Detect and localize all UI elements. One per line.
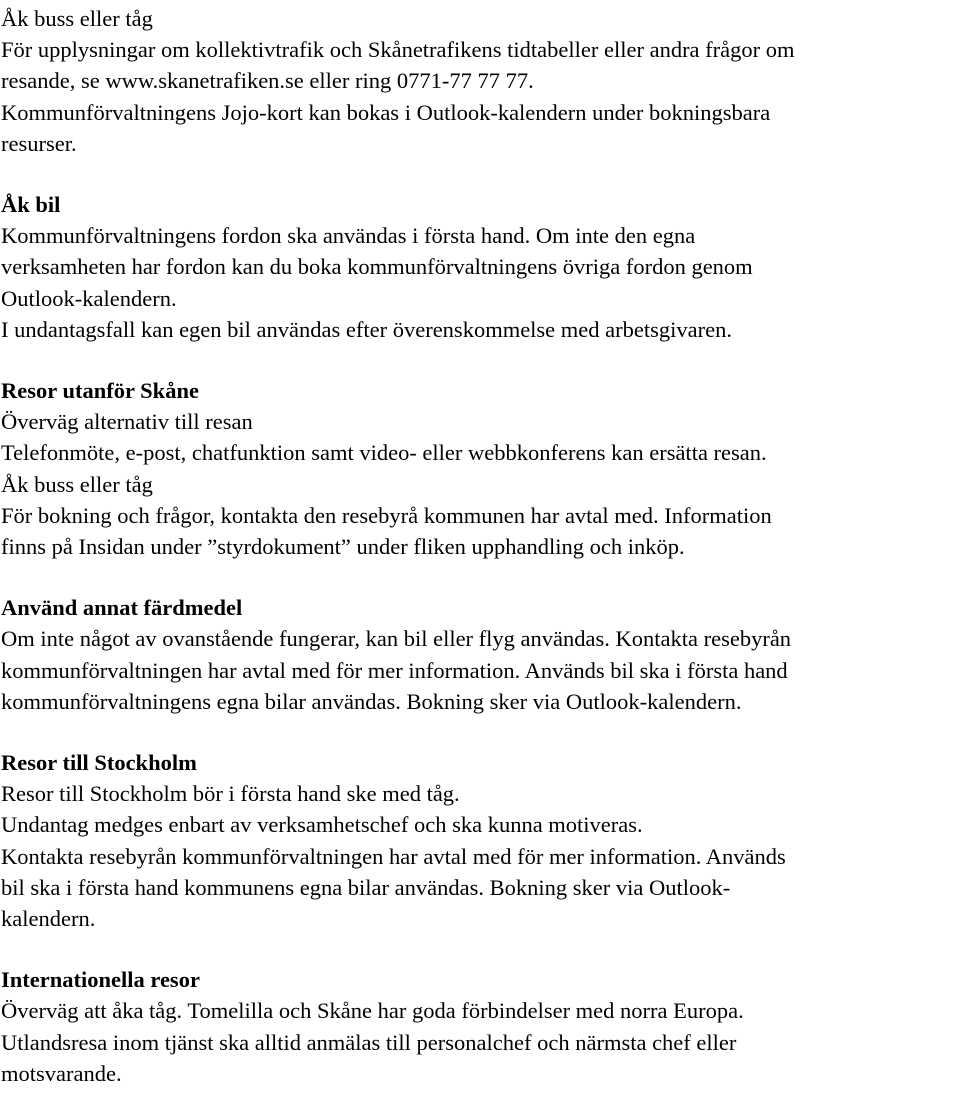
paragraph-line: kalendern. (1, 906, 96, 932)
paragraph-line: Åk buss eller tåg (1, 6, 153, 31)
section-gap (1, 717, 957, 747)
paragraph-line: bil ska i första hand kommunens egna bilar användas. Bokning sker via Outlook- (1, 874, 731, 900)
paragraph-line: resande, se www.skanetrafiken.se eller ring 0771-77 77 77. (1, 68, 534, 94)
paragraph-line: I undantagsfall kan egen bil användas efter överenskommelse med arbetsgivaren. (1, 316, 732, 342)
section-heading: Åk bil (1, 192, 61, 218)
section-kollektivtrafik (1, 3, 957, 159)
paragraph-line: Outlook-kalendern. (1, 285, 177, 311)
paragraph-line: resurser. (1, 130, 77, 156)
paragraph-line: Om inte något av ovanstående fungerar, kan bil eller flyg användas. Kontakta resebyrån (1, 626, 792, 652)
paragraph-line: Resor till Stockholm bör i första hand ske med tåg. (1, 781, 460, 807)
paragraph-line: kommunförvaltningens egna bilar användas. Bokning sker via Outlook-kalendern. (1, 688, 742, 714)
paragraph-line: Kontakta resebyrån kommunförvaltningen har avtal med för mer information. Används (1, 843, 786, 869)
section-gap (1, 934, 957, 964)
section-annat-fardmedel (1, 592, 957, 717)
paragraph-line: Telefonmöte, e-post, chatfunktion samt video- eller webbkonferens kan ersätta resan. (1, 440, 767, 466)
paragraph-line: verksamheten har fordon kan du boka kommunförvaltningens övriga fordon genom (1, 254, 753, 280)
paragraph-line: För upplysningar om kollektivtrafik och Skånetrafikens tidtabeller eller andra frågor om (1, 37, 795, 63)
paragraph-line: Kommunförvaltningens fordon ska användas i första hand. Om inte den egna (1, 223, 696, 249)
section-resor-till-stockholm (1, 747, 957, 934)
section-heading: Använd annat färdmedel (1, 595, 243, 621)
section-gap (1, 159, 957, 189)
section-internationella-resor (1, 964, 957, 1089)
section-heading: Internationella resor (1, 967, 200, 993)
paragraph-line: motsvarande. (1, 1060, 122, 1086)
paragraph-line: Överväg att åka tåg. Tomelilla och Skåne har goda förbindelser med norra Europa. (1, 998, 744, 1024)
paragraph-line: finns på Insidan under ”styrdokument” under fliken upphandling och inköp. (1, 534, 685, 560)
section-gap (1, 345, 957, 375)
paragraph-line: Utlandsresa inom tjänst ska alltid anmälas till personalchef och närmsta chef eller (1, 1029, 737, 1055)
paragraph-line: Kommunförvaltningens Jojo-kort kan bokas i Outlook-kalendern under bokningsbara (1, 99, 771, 125)
section-resor-utanfor-skane (1, 375, 957, 562)
section-gap (1, 562, 957, 592)
paragraph-line: För bokning och frågor, kontakta den resebyrå kommunen har avtal med. Information (1, 502, 772, 528)
section-heading: Resor till Stockholm (1, 750, 197, 776)
section-ak-bil (1, 189, 957, 345)
paragraph-line: Åk buss eller tåg (1, 471, 153, 497)
paragraph-line: Överväg alternativ till resan (1, 409, 253, 435)
section-heading: Resor utanför Skåne (1, 378, 199, 404)
paragraph-line: kommunförvaltningen har avtal med för mer information. Används bil ska i första hand (1, 657, 788, 683)
paragraph-line: Undantag medges enbart av verksamhetschef och ska kunna motiveras. (1, 812, 643, 838)
document-page (1, 3, 957, 1089)
